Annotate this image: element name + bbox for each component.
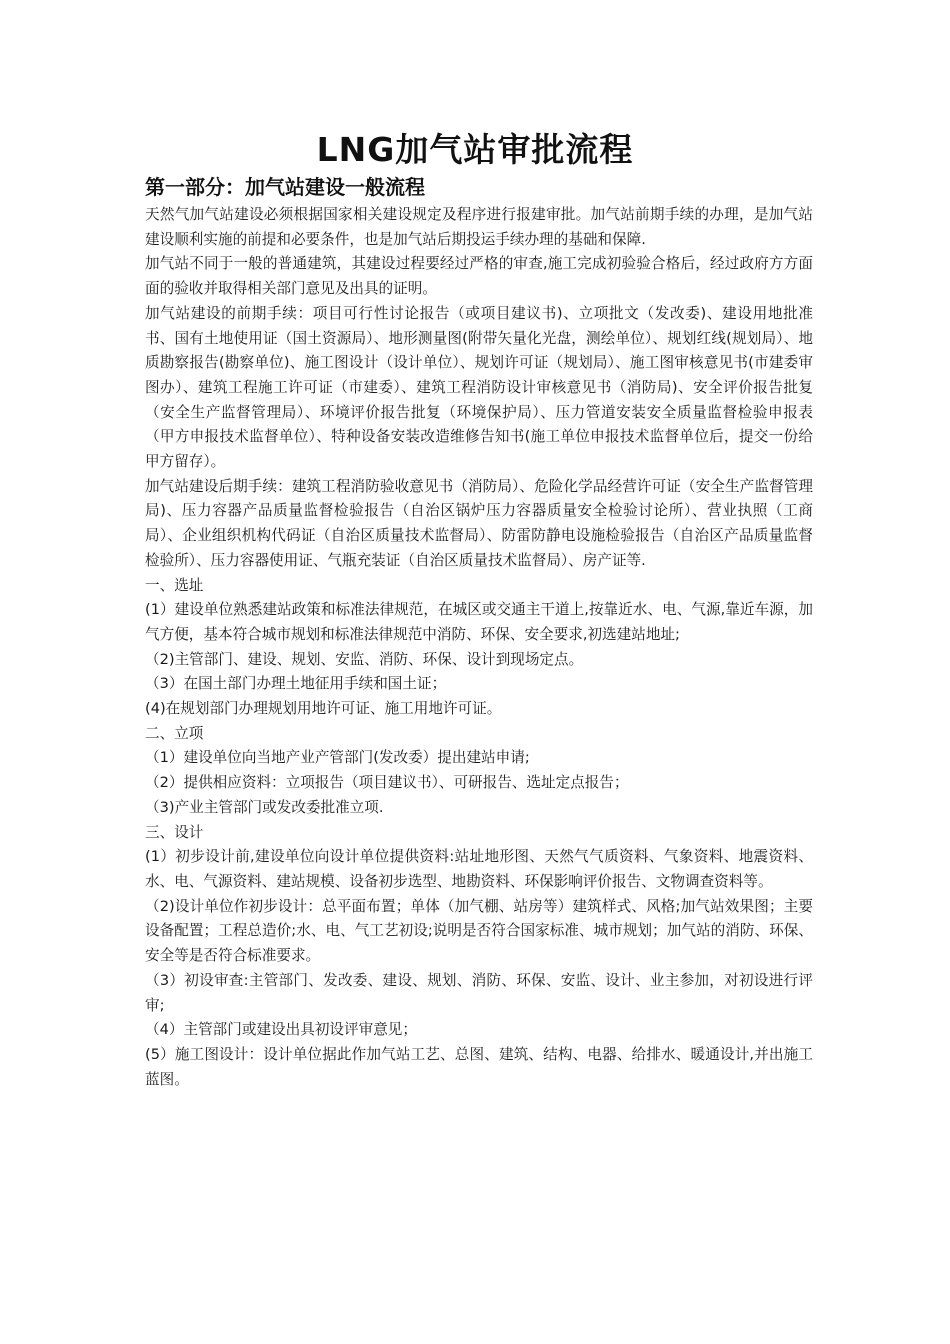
section-label: 三、设计 <box>145 823 204 841</box>
paragraph: 加气站建设后期手续：建筑工程消防验收意见书（消防局）、危险化学品经营许可证（安全生产监督管理局)、压力容器产品质量监督检验报告（自治区锅炉压力容器质量安全检验讨论所）、营业执照（工商局）、企业组织机构代码证（自治区质量技术监督局）、防雷防静电设施检验报告（自治区产品质量监督检验所）、压力容器使用证、气瓶充装证（自治区质量技术监督局）、房产证等. <box>145 477 813 569</box>
list-item: (4)在规划部门办理规划用地许可证、施工用地许可证。 <box>145 700 502 718</box>
document-body <box>145 203 813 1092</box>
paragraph: 加气站建设的前期手续：项目可行性讨论报告（或项目建议书)、立项批文（发改委)、建设用地批准书、国有土地使用证（国土资源局）、地形测量图(附带矢量化光盘，测绘单位）、规划红线(规划局）、地质勘察报告(勘察单位)、施工图设计（设计单位）、规划许可证（规划局）、施工图审核意见书(市建委审图办）、建筑工程施工许可证（市建委）、建筑工程消防设计审核意见书（消防局)、安全评价报告批复（安全生产监督管理局）、环境评价报告批复（环境保护局）、压力管道安装安全质量监督检验申报表（甲方申报技术监督单位）、特种设备安装改造维修告知书(施工单位申报技术监督单位后，提交一份给甲方留存）。 <box>145 304 813 471</box>
document-title: LNG加气站审批流程 <box>316 130 634 169</box>
list-item: (1）建设单位熟悉建站政策和标准法律规范，在城区或交通主干道上,按靠近水、电、气源,靠近车源，加气方便，基本符合城市规划和标准法律规范中消防、环保、安全要求,初选建站地址; <box>145 601 813 643</box>
list-item: （2)设计单位作初步设计：总平面布置；单体（加气棚、站房等）建筑样式、风格;加气站效果图；主要设备配置；工程总造价;水、电、气工艺初设;说明是否符合国家标准、城市规划；加气站的消防、环保、安全等是否符合标准要求。 <box>145 897 813 965</box>
list-item: （1）建设单位向当地产业产管部门(发改委）提出建站申请; <box>145 749 530 767</box>
list-item: （2)主管部门、建设、规划、安监、消防、环保、设计到现场定点。 <box>145 650 584 668</box>
list-item: (5）施工图设计：设计单位据此作加气站工艺、总图、建筑、结构、电器、给排水、暖通设计,并出施工蓝图。 <box>145 1045 813 1088</box>
list-item: （3）初设审查:主管部门、发改委、建设、规划、消防、环保、安监、设计、业主参加，对初设进行评审; <box>145 971 813 1014</box>
section-label: 二、立项 <box>145 724 204 742</box>
paragraph: 加气站不同于一般的普通建筑，其建设过程要经过严格的审查,施工完成初验验合格后，经过政府方方面面的验收并取得相关部门意见及出具的证明。 <box>145 255 813 298</box>
section-label: 一、选址 <box>145 576 204 594</box>
list-item: （3)产业主管部门或发改委批准立项. <box>145 798 384 816</box>
list-item: （3）在国土部门办理土地征用手续和国土证； <box>145 675 447 693</box>
list-item: （2）提供相应资料：立项报告（项目建议书）、可研报告、选址定点报告； <box>145 774 629 792</box>
list-item: (1）初步设计前,建设单位向设计单位提供资料:站址地形图、天然气气质资料、气象资料、地震资料、水、电、气源资料、建站规模、设备初步选型、地勘资料、环保影响评价报告、文物调查资料等。 <box>145 848 813 890</box>
section-heading: 第一部分：加气站建设一般流程 <box>145 175 425 199</box>
list-item: （4）主管部门或建设出具初设评审意见； <box>145 1021 417 1039</box>
paragraph: 天然气加气站建设必须根据国家相关建设规定及程序进行报建审批。加气站前期手续的办理，是加气站建设顺利实施的前提和必要条件，也是加气站后期投运手续办理的基础和保障. <box>145 206 813 248</box>
